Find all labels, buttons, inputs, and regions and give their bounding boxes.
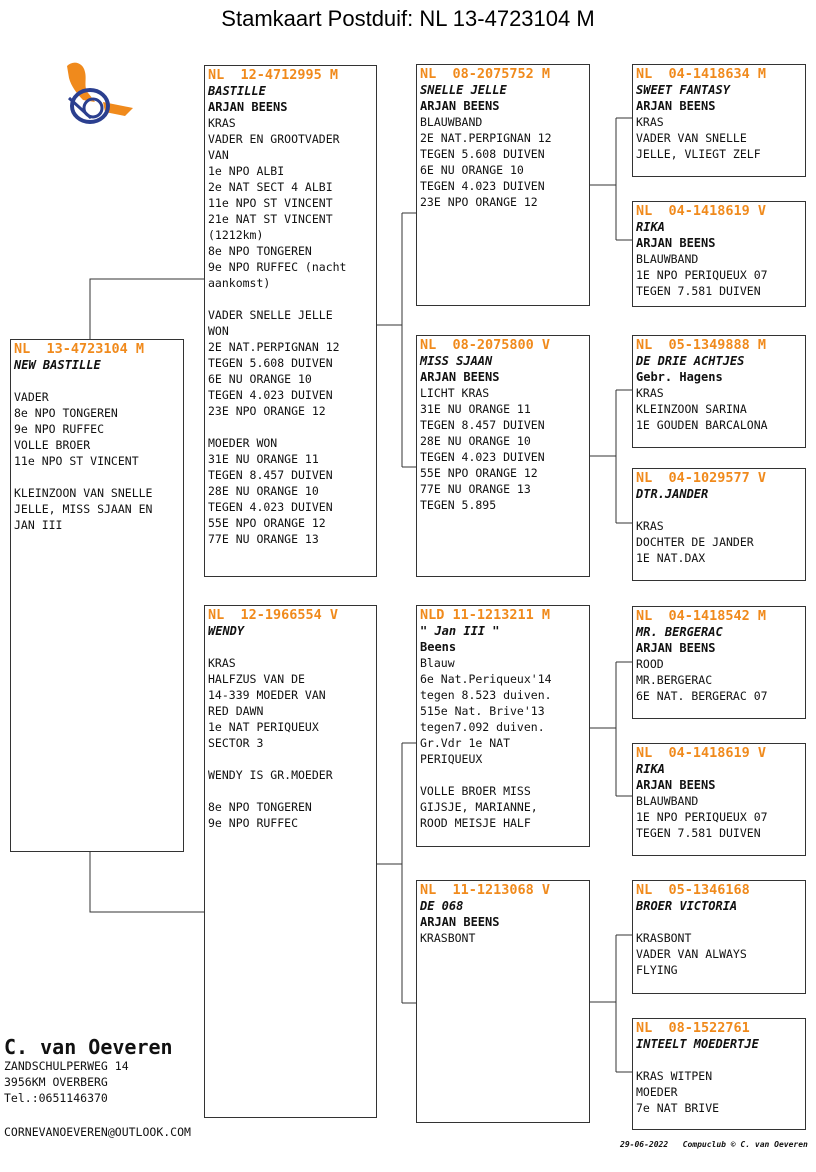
info-line: VADER VAN ALWAYS [636,947,747,961]
info-line: 6E NU ORANGE 10 [208,372,312,386]
ring-number: NL 04-1418542 M [636,608,767,624]
ring-number: NL 04-1418619 V [636,745,767,761]
info-line: KRASBONT [636,931,692,945]
ring-number: NLD 11-1213211 M [420,607,551,623]
ring-number: NL 11-1213068 V [420,882,551,898]
info-line: ROOD MEISJE HALF [420,816,531,830]
ring-number: NL 12-1966554 V [208,607,339,623]
footer-credit: Compuclub © C. van Oeveren [682,1140,808,1149]
info-line: KRAS [636,519,664,533]
ring-number: NL 13-4723104 M [14,341,145,357]
pigeon-card-mmf [632,880,806,994]
info-line: 8e NPO TONGEREN [208,800,312,814]
footer [620,1140,808,1149]
info-line: 1E NAT.DAX [636,551,706,565]
info-line: KRAS [208,116,236,130]
info-line: MR.BERGERAC [636,673,713,687]
pigeon-name: MISS SJAAN [420,354,493,368]
info-line: 1E GOUDEN BARCALONA [636,418,768,432]
info-line: 1e NPO ALBI [208,164,285,178]
info-line: MOEDER WON [208,436,278,450]
info-line: TEGEN 4.023 DUIVEN [420,450,545,464]
info-line: VOLLE BROER MISS [420,784,531,798]
info-line: TEGEN 8.457 DUIVEN [208,468,333,482]
pigeon-name: DE 068 [420,899,464,913]
owner-address-line: ZANDSCHULPERWEG 14 [4,1059,129,1073]
footer-date: 29-06-2022 [620,1140,669,1149]
info-line: JELLE, MISS SJAAN EN [14,502,153,516]
info-line: KRAS [636,115,664,129]
info-line: KRAS [208,656,236,670]
breeder-name: ARJAN BEENS [636,99,716,113]
info-line: 6E NU ORANGE 10 [420,163,524,177]
info-line: TEGEN 4.023 DUIVEN [208,388,333,402]
info-line: VAN [208,148,229,162]
pigeon-card-mother [204,605,377,1118]
info-line [208,783,373,799]
pigeon-card-fff [632,64,806,177]
info-line: Blauw [420,656,455,670]
pigeon-card-father-mother [416,335,590,577]
info-line: TEGEN 5.895 [420,498,497,512]
info-line: JAN III [14,518,63,532]
ring-number: NL 12-4712995 M [208,67,339,83]
info-line: tegen 8.523 duiven. [420,688,552,702]
pigeon-card-ffm [632,201,806,307]
info-line: 2e NAT SECT 4 ALBI [208,180,333,194]
pigeon-card-father-father [416,64,590,306]
info-line: 21e NAT ST VINCENT [208,212,333,226]
info-line: TEGEN 7.581 DUIVEN [636,826,761,840]
info-line: HALFZUS VAN DE [208,672,305,686]
info-line: 55E NPO ORANGE 12 [208,516,326,530]
page-title: Stamkaart Postduif: NL 13-4723104 M [221,6,595,31]
pigeon-name: SNELLE JELLE [420,83,507,97]
pigeon-name: BROER VICTORIA [636,899,738,913]
pigeon-card-mfm [632,743,806,856]
info-line: WENDY IS GR.MOEDER [208,768,333,782]
info-line: WON [208,324,229,338]
breeder-name: ARJAN BEENS [208,100,288,114]
breeder-name: ARJAN BEENS [420,915,500,929]
ring-number: NL 08-1522761 [636,1020,750,1036]
owner-info [4,1036,173,1106]
info-line: 14-339 MOEDER VAN [208,688,326,702]
info-line: FLYING [636,963,678,977]
info-line: 8e NPO TONGEREN [14,406,118,420]
pigeon-card-subject [10,339,184,852]
info-line: BLAUWBAND [420,115,483,129]
breeder-name: ARJAN BEENS [420,99,500,113]
info-line: VADER [14,390,49,404]
pigeon-card-fmm [632,468,806,581]
info-line: TEGEN 4.023 DUIVEN [208,500,333,514]
ring-number: NL 05-1346168 [636,882,750,898]
pigeon-card-mother-father [416,605,590,847]
pigeon-card-fmf [632,335,806,448]
owner-name: C. van Oeveren [4,1035,173,1059]
info-line: 9e NPO RUFFEC [14,422,105,436]
info-line [208,639,373,655]
info-line [208,751,373,767]
info-line [636,1052,802,1068]
info-line: MOEDER [636,1085,678,1099]
pigeon-name: " Jan III " [420,624,500,638]
pigeon-card-mff [632,606,806,719]
info-line: BLAUWBAND [636,794,699,808]
info-line: SECTOR 3 [208,736,264,750]
info-line: RED DAWN [208,704,264,718]
info-line: 11e NPO ST VINCENT [208,196,333,210]
pigeon-card-father [204,65,377,577]
info-line: aankomst) [208,276,271,290]
info-line: JELLE, VLIEGT ZELF [636,147,761,161]
info-line: 9e NPO RUFFEC (nacht [208,260,347,274]
info-line: 515e Nat. Brive'13 [420,704,545,718]
pigeon-card-mother-mother [416,880,590,1123]
info-line: 55E NPO ORANGE 12 [420,466,538,480]
info-line: DOCHTER DE JANDER [636,535,754,549]
owner-address-line: 3956KM OVERBERG [4,1075,108,1089]
info-line: KRASBONT [420,931,476,945]
owner-email[interactable]: CORNEVANOEVEREN@OUTLOOK.COM [4,1125,191,1139]
info-line: KLEINZOON VAN SNELLE [14,486,153,500]
info-line: 23E NPO ORANGE 12 [208,404,326,418]
ring-number: NL 04-1418634 M [636,66,767,82]
breeder-name: ARJAN BEENS [636,236,716,250]
info-line [420,767,586,783]
info-line: 28E NU ORANGE 10 [420,434,531,448]
info-line: Gr.Vdr 1e NAT [420,736,511,750]
pigeon-name: NEW BASTILLE [14,358,101,372]
info-line: 6e Nat.Periqueux'14 [420,672,552,686]
info-line: VADER VAN SNELLE [636,131,747,145]
pigeon-name: DTR.JANDER [636,487,709,501]
info-line: TEGEN 7.581 DUIVEN [636,284,761,298]
info-line: 31E NU ORANGE 11 [208,452,319,466]
info-line: 6E NAT. BERGERAC 07 [636,689,768,703]
info-line: KLEINZOON SARINA [636,402,747,416]
info-line: TEGEN 5.608 DUIVEN [420,147,545,161]
info-line: 2E NAT.PERPIGNAN 12 [420,131,552,145]
info-line: tegen7.092 duiven. [420,720,545,734]
ring-number: NL 04-1029577 V [636,470,767,486]
info-line: BLAUWBAND [636,252,699,266]
info-line: TEGEN 4.023 DUIVEN [420,179,545,193]
pigeon-name: SWEET FANTASY [636,83,730,97]
pigeon-name: BASTILLE [208,84,266,98]
info-line: TEGEN 5.608 DUIVEN [208,356,333,370]
breeder-name: Gebr. Hagens [636,370,723,384]
info-line: VADER SNELLE JELLE [208,308,333,322]
ring-number: NL 05-1349888 M [636,337,767,353]
ring-number: NL 08-2075800 V [420,337,551,353]
info-line [14,469,180,485]
info-line [636,502,802,518]
owner-phone: Tel.:0651146370 [4,1091,108,1105]
info-line: 28E NU ORANGE 10 [208,484,319,498]
pigeon-card-mmm [632,1018,806,1130]
info-line: VOLLE BROER [14,438,91,452]
breeder-name: Beens [420,640,457,654]
pigeon-name: RIKA [636,762,665,776]
pigeon-name: DE DRIE ACHTJES [636,354,745,368]
info-line: 9e NPO RUFFEC [208,816,299,830]
info-line: 31E NU ORANGE 11 [420,402,531,416]
info-line: 8e NPO TONGEREN [208,244,312,258]
info-line: (1212km) [208,228,264,242]
info-line: KRAS [636,386,664,400]
info-line [14,373,180,389]
info-line: 7e NAT BRIVE [636,1101,720,1115]
info-line: 23E NPO ORANGE 12 [420,195,538,209]
pigeon-name: RIKA [636,220,665,234]
ring-number: NL 08-2075752 M [420,66,551,82]
ring-number: NL 04-1418619 V [636,203,767,219]
info-line: PERIQUEUX [420,752,483,766]
info-line: 1e NAT PERIQUEUX [208,720,319,734]
info-line: KRAS WITPEN [636,1069,713,1083]
breeder-name: ARJAN BEENS [420,370,500,384]
info-line: 2E NAT.PERPIGNAN 12 [208,340,340,354]
info-line [636,914,802,930]
breeder-name: ARJAN BEENS [636,641,716,655]
pigeon-name: WENDY [208,624,245,638]
info-line [208,291,373,307]
info-line: 11e NPO ST VINCENT [14,454,139,468]
pigeon-name: MR. BERGERAC [636,625,723,639]
info-line [208,419,373,435]
info-line: TEGEN 8.457 DUIVEN [420,418,545,432]
pigeon-name: INTEELT MOEDERTJE [636,1037,759,1051]
info-line: GIJSJE, MARIANNE, [420,800,538,814]
info-line: LICHT KRAS [420,386,490,400]
info-line: 1E NPO PERIQUEUX 07 [636,268,768,282]
info-line: 1E NPO PERIQUEUX 07 [636,810,768,824]
breeder-name: ARJAN BEENS [636,778,716,792]
info-line: 77E NU ORANGE 13 [208,532,319,546]
info-line: VADER EN GROOTVADER [208,132,340,146]
info-line: 77E NU ORANGE 13 [420,482,531,496]
info-line: ROOD [636,657,664,671]
